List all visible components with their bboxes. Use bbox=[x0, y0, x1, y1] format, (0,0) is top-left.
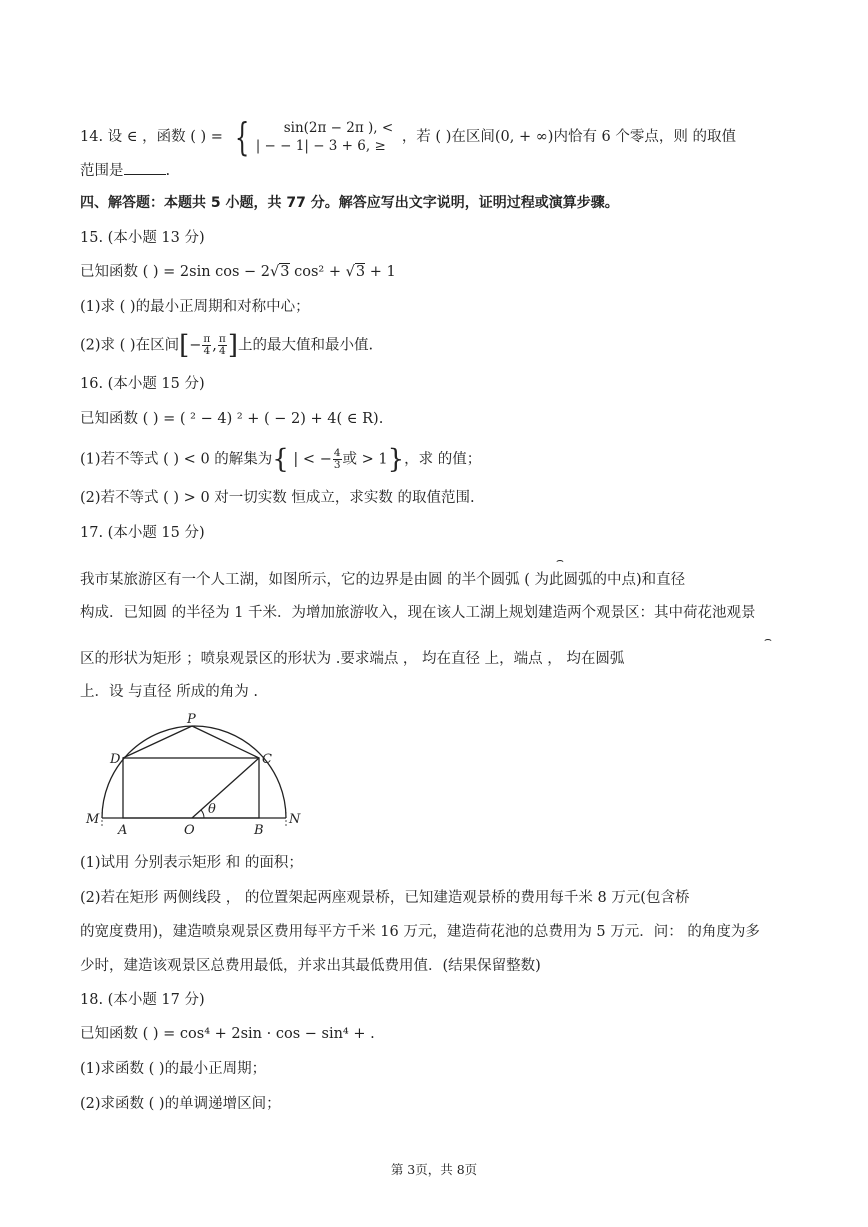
left-bracket-icon: [ bbox=[179, 330, 190, 361]
q18-function: 已知函数 ( ) = cos⁴ + 2sin · cos − sin⁴ + . bbox=[80, 1026, 375, 1042]
label-n: N bbox=[289, 812, 301, 827]
section-heading: 四、解答题：本题共 5 小题，共 77 分。解答应写出文字说明，证明过程或演算步骤。 bbox=[80, 195, 619, 211]
semicircle-figure bbox=[80, 712, 310, 837]
arc-mark-icon: ⌢ bbox=[764, 632, 772, 646]
left-brace-icon: { bbox=[272, 444, 289, 475]
label-m: M bbox=[86, 812, 100, 827]
q17-part2-b: 的宽度费用)，建造喷泉观景区费用每平方千米 16 万元，建造荷花池的总费用为 5 万元．问： 的角度为多 bbox=[80, 924, 760, 940]
q15-part2 bbox=[80, 330, 374, 361]
q15-sqrt-b: 3 bbox=[355, 264, 366, 280]
angle-arc bbox=[201, 810, 204, 818]
left-brace-icon: { bbox=[234, 115, 249, 159]
label-a: A bbox=[118, 823, 128, 837]
q18-part2: (2)求函数 ( )的单调递增区间； bbox=[80, 1096, 281, 1112]
q16-frac: $\frac{4}{3}$ bbox=[333, 447, 341, 471]
q16-function: 已知函数 ( ) = ( ² − 4) ² + ( − 2) + 4( ∈ R). bbox=[80, 411, 384, 427]
q17-line1: 我市某旅游区有一个人工湖，如图所示，它的边界是由圆 的半个圆弧 ( 为此圆弧的中点)和直径 bbox=[80, 572, 686, 588]
label-c: C bbox=[262, 752, 272, 767]
q16-set-b: 或 > 1 bbox=[342, 451, 388, 468]
q14-range-label: 范围是 bbox=[80, 163, 124, 179]
label-p: P bbox=[187, 712, 196, 727]
page-footer: 第 3页，共 8页 bbox=[390, 1162, 478, 1177]
label-d: D bbox=[110, 752, 121, 767]
label-theta: θ bbox=[208, 802, 216, 817]
q15-head: 15. (本小题 13 分) bbox=[80, 230, 205, 246]
q18-head: 18. (本小题 17 分) bbox=[80, 992, 205, 1008]
radius-oc bbox=[192, 758, 259, 818]
sqrt-icon: √ bbox=[270, 264, 280, 280]
q17-head: 17. (本小题 15 分) bbox=[80, 525, 205, 541]
q15-frac-a: $\frac{\pi}{4}$ bbox=[203, 333, 211, 357]
q14-case2: | − − 1| − 3 + 6, ≥ bbox=[255, 138, 386, 154]
q14-case1: sin(2π − 2π ), < bbox=[283, 120, 394, 136]
q18-part1: (1)求函数 ( )的最小正周期； bbox=[80, 1061, 267, 1077]
answer-blank[interactable] bbox=[124, 160, 166, 175]
q15-func-mid: cos² + bbox=[294, 264, 342, 280]
q17-line4: 上．设 与直径 所成的角为 . bbox=[80, 684, 258, 700]
q15-func-end: + 1 bbox=[369, 264, 396, 280]
q15-comma: , bbox=[212, 337, 217, 354]
q14-lead: 14. 设 ∈ ，函数 ( ) = bbox=[80, 129, 223, 145]
q17-line2: 构成．已知圆 的半径为 1 千米．为增加旅游收入，现在该人工湖上规划建造两个观景区：其中荷花池观景 bbox=[80, 605, 756, 621]
q15-function bbox=[80, 262, 396, 282]
q16-part1 bbox=[80, 444, 482, 475]
q15-minus: − bbox=[189, 337, 202, 354]
q14-period: . bbox=[165, 163, 171, 179]
right-bracket-icon: ] bbox=[227, 330, 238, 361]
label-b: B bbox=[254, 823, 264, 837]
q16-p1-pre: (1)若不等式 ( ) < 0 的解集为 bbox=[80, 451, 273, 468]
label-o: O bbox=[184, 823, 195, 837]
q17-part2-a: (2)若在矩形 两侧线段 ， 的位置架起两座观景桥，已知建造观景桥的费用每千米 8 万元(包含桥 bbox=[80, 890, 690, 906]
q15-part1: (1)求 ( )的最小正周期和对称中心； bbox=[80, 299, 310, 315]
q15-func-pre: 已知函数 ( ) = 2sin cos − 2 bbox=[80, 264, 271, 280]
q15-p2-post: 上的最大值和最小值. bbox=[237, 337, 374, 354]
q15-sqrt-a: 3 bbox=[280, 264, 290, 280]
arc-mark-icon: ⌢ bbox=[556, 553, 564, 567]
triangle-dpc bbox=[123, 726, 259, 758]
rectangle-abcd bbox=[123, 758, 259, 818]
right-brace-icon: } bbox=[387, 444, 405, 475]
q17-line3: 区的形状为矩形 ；喷泉观景区的形状为 .要求端点 ， 均在直径 上，端点 ， 均在圆弧 bbox=[80, 651, 625, 667]
q16-set-a: | < − bbox=[288, 451, 332, 468]
q14-line1 bbox=[80, 115, 736, 159]
sqrt-icon: √ bbox=[345, 264, 355, 280]
q17-part1: (1)试用 分别表示矩形 和 的面积； bbox=[80, 855, 303, 871]
q14-piecewise bbox=[228, 115, 394, 159]
q14-line2 bbox=[80, 160, 170, 181]
q17-part2-c: 少时，建造该观景区总费用最低，并求出其最低费用值．(结果保留整数) bbox=[80, 958, 541, 974]
q15-p2-pre: (2)求 ( )在区间 bbox=[80, 337, 180, 354]
q16-p1-post: ，求 的值； bbox=[404, 451, 482, 468]
q16-part2: (2)若不等式 ( ) > 0 对一切实数 恒成立，求实数 的取值范围. bbox=[80, 490, 475, 506]
q14-tail: ，若 ( )在区间(0, + ∞)内恰有 6 个零点，则 的取值 bbox=[401, 129, 736, 145]
q15-frac-b: $\frac{\pi}{4}$ bbox=[218, 333, 226, 357]
q16-head: 16. (本小题 15 分) bbox=[80, 376, 205, 392]
